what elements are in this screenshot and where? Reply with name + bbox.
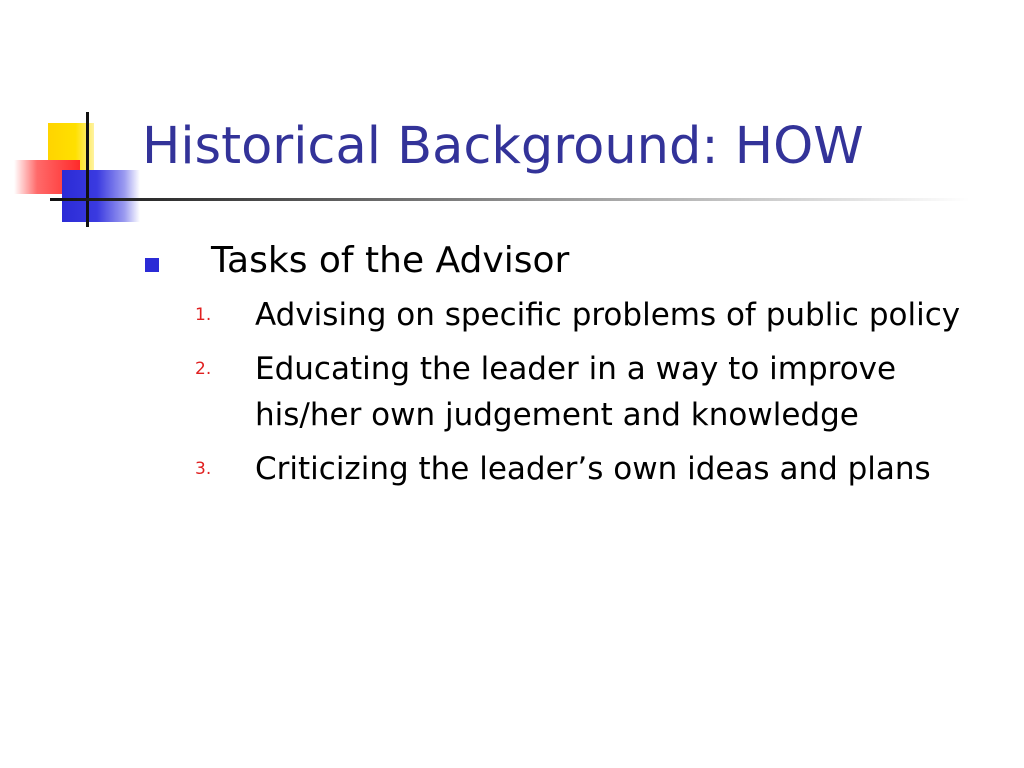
title-underline — [50, 198, 970, 201]
bullet-text: Tasks of the Advisor — [211, 240, 570, 281]
list-number: 1. — [195, 305, 212, 325]
square-bullet-icon — [145, 258, 159, 272]
logo-vertical-line — [86, 112, 89, 227]
numbered-list — [195, 292, 995, 492]
list-item — [195, 346, 995, 438]
list-item-text: Educating the leader in a way to improve his/her own judgement and knowledge — [255, 351, 897, 433]
slide-content — [145, 236, 1005, 500]
list-item — [195, 446, 995, 492]
list-item-text: Criticizing the leader’s own ideas and plans — [255, 451, 931, 487]
logo-blue-square — [62, 170, 140, 222]
list-item-text: Advising on specific problems of public policy — [255, 297, 961, 333]
corner-logo — [0, 0, 150, 240]
list-number: 3. — [195, 459, 212, 479]
bullet-item — [145, 236, 1005, 286]
list-item — [195, 292, 995, 338]
list-number: 2. — [195, 359, 212, 379]
slide-title: Historical Background: HOW — [142, 117, 864, 176]
